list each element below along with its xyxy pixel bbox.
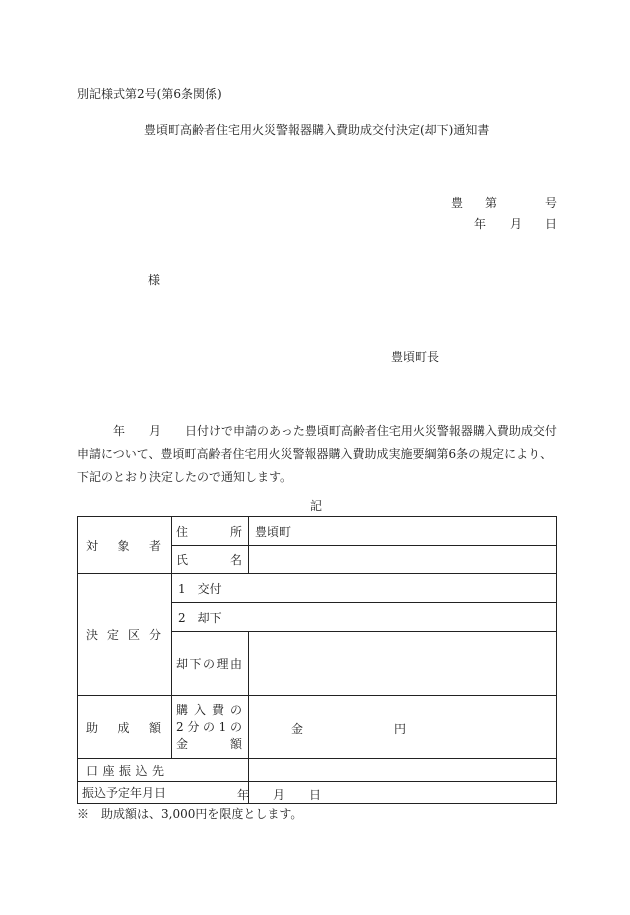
- transfer-date-value: [237, 782, 557, 804]
- transfer-year: 年: [237, 788, 250, 802]
- bank-value: [249, 759, 557, 782]
- addressee-honorific: 様: [148, 273, 161, 287]
- document-title: 豊頃町高齢者住宅用火災警報器購入費助成交付決定(却下)通知書: [144, 123, 490, 137]
- subject-label: 対象者: [78, 517, 172, 574]
- doc-number-go: 号: [545, 196, 558, 210]
- table-row: [78, 517, 557, 546]
- transfer-month: 月: [273, 788, 286, 802]
- sender-name: 豊頃町長: [391, 350, 440, 364]
- amount-unit: 円: [394, 722, 407, 736]
- table-row: [78, 759, 557, 782]
- table-row: [78, 782, 557, 804]
- footnote: ※ 助成額は、3,000円を限度とします。: [77, 807, 303, 821]
- table-row: [78, 574, 557, 603]
- bank-label: 口座振込先: [78, 759, 249, 782]
- doc-number-dai: 第: [485, 196, 498, 210]
- decision-option-reject: 2 却下: [172, 603, 557, 632]
- doc-number-prefix: 豊: [451, 196, 464, 210]
- form-reference: 別記様式第2号(第6条関係): [77, 87, 222, 101]
- transfer-date-label: 振込予定年月日: [78, 782, 249, 804]
- half-amount-line-2: 2分の1の: [176, 719, 242, 734]
- date-year: 年: [474, 217, 487, 231]
- amount-label: 助成額: [78, 696, 172, 759]
- half-amount-line-1: 購入費の: [176, 702, 242, 717]
- date-month: 月: [510, 217, 523, 231]
- decision-label: 決定区分: [78, 574, 172, 696]
- body-paragraph: 年 月 日付けで申請のあった豊頃町高齢者住宅用火災警報器購入費助成交付申請について、豊頃町高齢者住宅用火災警報器購入費助成実施要綱第6条の規定により、下記のとおり決定したので通知します。: [77, 424, 557, 484]
- address-label: 住所: [172, 517, 249, 546]
- table-row: [78, 696, 557, 759]
- address-value: 豊頃町: [249, 517, 557, 546]
- half-amount-label: [172, 696, 249, 759]
- transfer-day: 日: [309, 788, 322, 802]
- ki-heading: 記: [310, 499, 323, 513]
- amount-prefix: 金: [291, 722, 304, 736]
- decision-option-grant: 1 交付: [172, 574, 557, 603]
- reject-reason-value: [249, 632, 557, 696]
- half-amount-line-3: 金額: [176, 736, 242, 751]
- name-label: 氏名: [172, 546, 249, 574]
- amount-value: [249, 696, 557, 759]
- name-value: [249, 546, 557, 574]
- decision-table: [77, 516, 557, 804]
- reject-reason-label: 却下の理由: [172, 632, 249, 696]
- date-day: 日: [545, 217, 558, 231]
